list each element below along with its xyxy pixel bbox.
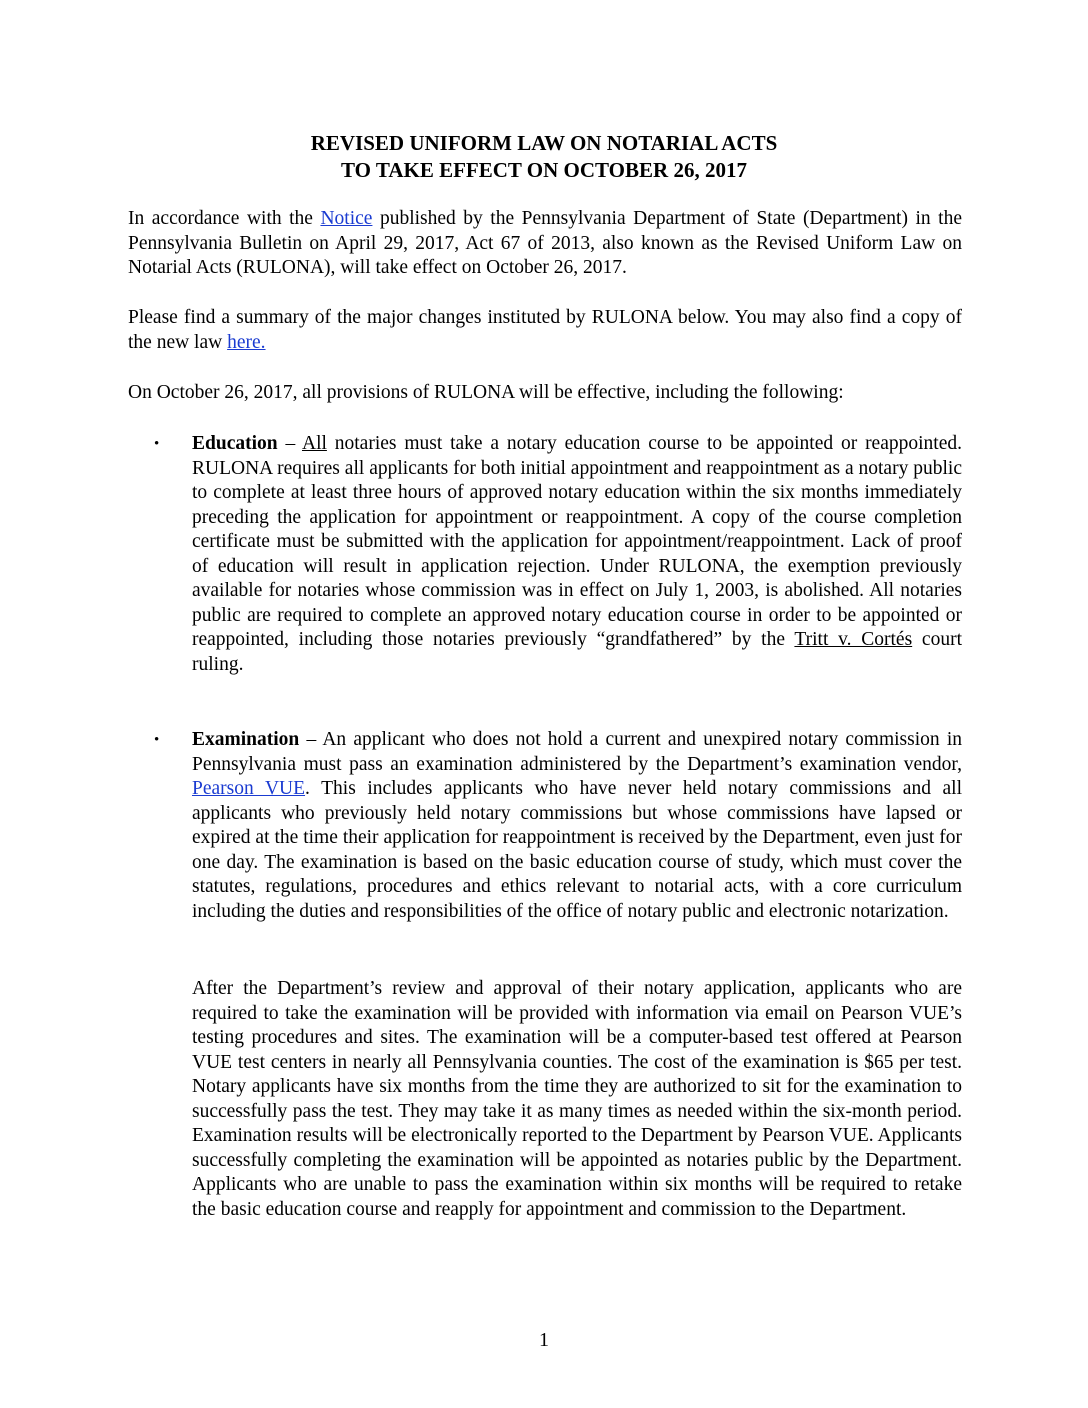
education-dash: – — [277, 433, 302, 454]
case-name: Tritt v. Cortés — [794, 629, 913, 650]
examination-followup-paragraph: After the Department’s review and approval of their notary application, applicants who are required to take the examination will be provided with information via email on Pearson VUE’s testing procedures and sites. The examination will be a computer-based test offered at Pearson VUE test centers in nearly all Pennsylvania counties. The cost of the examination is $65 per test. Notary applicants have six months from the time they are authorized to sit for the examination to successfully pass the test. They may take it as many times as needed within the six-month period. Examination results will be electronically reported to the Department by Pearson VUE. Applicants successfully completing the examination will be appointed as notaries public by the Department. Applicants who are unable to pass the examination within six months will be required to retake the basic education course and reapply for appointment and commission to the Department. — [192, 978, 962, 1220]
pearson-vue-link[interactable]: Pearson VUE — [192, 778, 306, 799]
examination-text: – An applicant who does not hold a current and unexpired notary commission in Pennsylvania must pass an examination administered by the Department’s examination vendor, — [192, 729, 962, 775]
examination-text-end: . This includes applicants who have never held notary commissions and all applicants who previously held notary commissions but whose commissions have lapsed or expired at the time their application for reappointment is received by the Department, even just for one day. The examination is based on the basic education course of study, which must cover the statutes, regulations, procedures and ethics relevant to notarial acts, with a core curriculum including the duties and responsibilities of the office of notary public and electronic notarization. — [192, 778, 962, 922]
notice-link[interactable]: Notice — [320, 208, 373, 229]
intro-paragraph — [128, 207, 962, 281]
intro-text-end: published by the Pennsylvania Department of State (Department) in the Pennsylvania Bulletin on April 29, 2017, Act 67 of 2013, also known as the Revised Uniform Law on Notarial Acts (RULONA), will take effect on October 26, 2017. — [128, 208, 962, 278]
title-line-2: TO TAKE EFFECT ON OCTOBER 26, 2017 — [341, 158, 747, 182]
education-text: notaries must take a notary education course to be appointed or reappointed. RULONA requires all applicants for both initial appointment and reappointment as a notary public to complete at least three hours of approved notary education within the six months immediately preceding the application for appointment or reappointment. A copy of the course completion certificate must be submitted with the application for appointment/reappointment. Lack of proof of education will result in application rejection. Under RULONA, the exemption previously available for notaries whose commission was in effect on July 1, 2003, is abolished. All notaries public are required to complete an approved notary education course in order to be appointed or reappointed, including those notaries previously “grandfathered” by the — [192, 433, 962, 650]
document-title — [0, 130, 1088, 184]
education-text-end: court ruling. — [192, 629, 962, 675]
page-number: 1 — [539, 1329, 549, 1351]
examination-heading: Examination — [192, 729, 300, 750]
effective-paragraph: On October 26, 2017, all provisions of RULONA will be effective, including the following: — [128, 382, 844, 403]
summary-paragraph — [128, 306, 962, 355]
all-underlined: All — [301, 433, 327, 454]
education-bullet — [192, 432, 962, 677]
examination-bullet — [192, 728, 962, 924]
bullet-icon: • — [154, 732, 160, 748]
education-heading: Education — [192, 433, 278, 454]
intro-text-start: In accordance with the — [128, 208, 321, 229]
bullet-icon: • — [154, 436, 160, 452]
summary-text: Please find a summary of the major changes instituted by RULONA below. You may also find a copy of the new law — [128, 307, 962, 353]
here-link[interactable]: here. — [227, 331, 266, 353]
title-line-1: REVISED UNIFORM LAW ON NOTARIAL ACTS — [310, 131, 778, 155]
